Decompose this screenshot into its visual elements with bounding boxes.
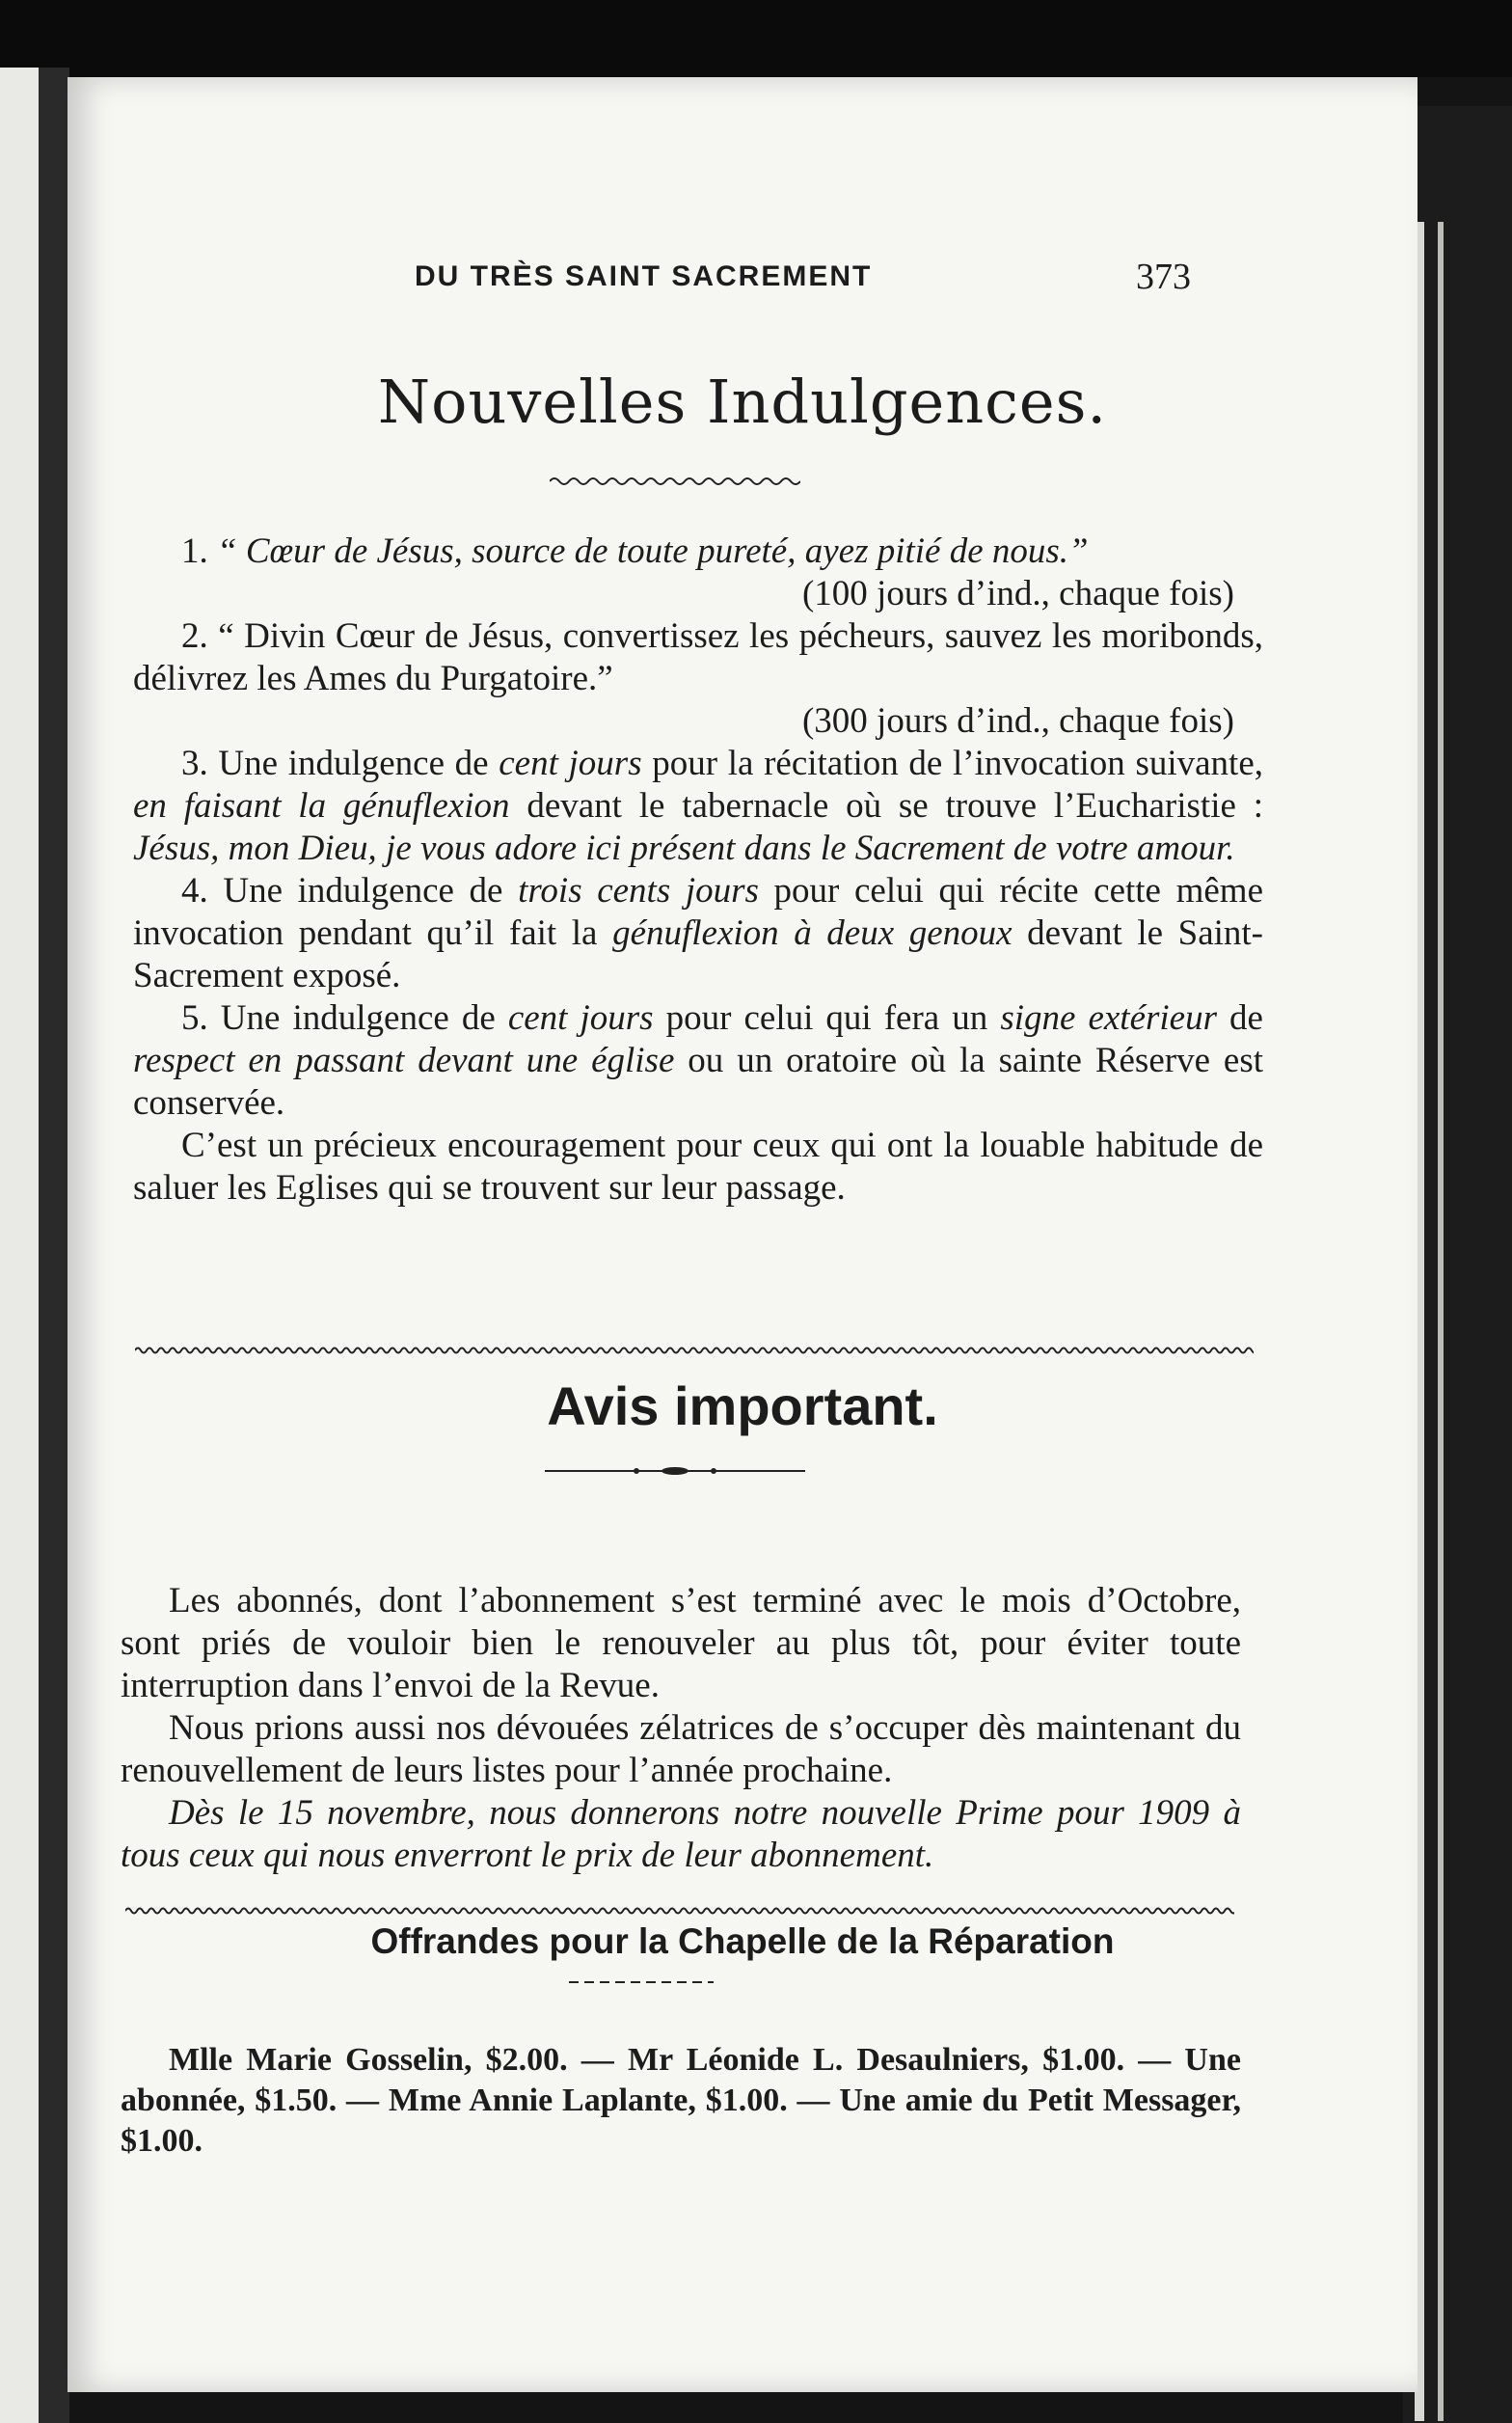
indulgence-note: (100 jours d’ind., chaque fois) <box>801 574 1234 613</box>
indulgence-item-5 <box>133 997 1263 1125</box>
italic-run: cent jours <box>499 744 642 783</box>
text-run: 4. Une indulgence de <box>181 871 519 911</box>
italic-run: respect en passant devant une église <box>133 1041 675 1080</box>
page-stack-edges <box>1403 106 1512 2423</box>
indulgence-item-3 <box>133 743 1263 870</box>
italic-run: signe extérieur <box>1000 998 1218 1038</box>
text-run: devant le Saint-Sacrement exposé. <box>133 913 1263 995</box>
avis-paragraph-3 <box>121 1792 1241 1877</box>
dashed-rule-ornament <box>569 1977 714 1987</box>
text-run: pour la récitation de l’invocation suivante, <box>641 744 1263 783</box>
indulgence-item-4 <box>133 870 1263 997</box>
text-run: devant le tabernacle où se trouve l’Eucharistie : <box>509 786 1263 826</box>
italic-run: génuflexion à deux genoux <box>612 913 1012 953</box>
prayer-text: “ Cœur de Jésus, source de toute pureté, ayez pitié de nous.” <box>217 531 1089 571</box>
text-run: 3. Une indulgence de <box>181 744 500 783</box>
section-title-avis: Avis important. <box>547 1375 938 1436</box>
indulgences-list <box>133 531 1263 1210</box>
offrandes-text <box>121 2040 1241 2162</box>
text-run: ou un oratoire où la sainte Réserve est conservée. <box>133 1041 1263 1123</box>
section-title-offrandes: Offrandes pour la Chapelle de la Réparation <box>370 1921 1115 1961</box>
binding-shadow <box>39 68 69 2423</box>
section-title-indulgences: Nouvelles Indulgences. <box>377 367 1108 437</box>
prayer-text: “ Divin Cœur de Jésus, convertissez les pécheurs, sauvez les moribonds, délivrez les Ames du Purgatoire.” <box>133 616 1264 698</box>
italic-run: en faisant la génuflexion <box>133 786 510 826</box>
indulgence-note: (300 jours d’ind., chaque fois) <box>801 701 1234 741</box>
page-number: 373 <box>1136 257 1191 297</box>
item-number: 2. <box>181 616 219 656</box>
book-page <box>68 77 1418 2392</box>
page-edge-line <box>1438 222 1444 2421</box>
italic-run: Jésus, mon Dieu, je vous adore ici présent dans le Sacrement de votre amour. <box>133 829 1235 868</box>
wavy-separator-line <box>135 1343 1254 1358</box>
text-run: de <box>1217 998 1263 1038</box>
avis-paragraph-2: Nous prions aussi nos dévouées zélatrices de s’occuper dès maintenant du renouvellement de leurs listes pour l’année prochaine. <box>121 1708 1241 1790</box>
avis-text <box>121 1580 1241 1877</box>
running-title: DU TRÈS SAINT SACREMENT <box>415 260 873 292</box>
offrandes-list: Mlle Marie Gosselin, $2.00. — Mr Léonide L. Desaulniers, $1.00. — Une abonnée, $1.50. — Mme Annie Laplante, $1.00. — Une amie du Petit Messager, $1.00. <box>121 2042 1241 2159</box>
text-run: pour celui qui fera un <box>653 998 1001 1038</box>
indulgence-item-1 <box>133 531 1263 573</box>
italic-run: trois cents jours <box>518 871 759 911</box>
wavy-rule-ornament <box>550 475 800 488</box>
indulgence-item-2 <box>133 615 1263 700</box>
closing-paragraph: C’est un précieux encouragement pour ceux qui ont la louable habitude de saluer les Eglises qui se trouvent sur leur passage. <box>133 1126 1263 1208</box>
italic-run: cent jours <box>507 998 654 1038</box>
avis-paragraph-1: Les abonnés, dont l’abonnement s’est terminé avec le mois d’Octobre, sont priés de vouloir bien le renouveler au plus tôt, pour éviter toute interruption dans l’envoi de la Revue. <box>121 1581 1241 1705</box>
facing-page-edge <box>0 68 39 2423</box>
dotted-rule-ornament <box>545 1464 805 1478</box>
text-run: pour celui qui récite cette même invocation pendant qu’il fait la <box>133 871 1263 953</box>
item-number: 1. <box>181 531 217 571</box>
wavy-separator-line <box>125 1903 1234 1919</box>
italic-run: Dès le 15 novembre, nous donnerons notre nouvelle Prime pour 1909 à tous ceux qui nous enverront le prix de leur abonnement. <box>121 1793 1241 1875</box>
scan-top-border <box>0 0 1512 77</box>
text-run: 5. Une indulgence de <box>181 998 508 1038</box>
